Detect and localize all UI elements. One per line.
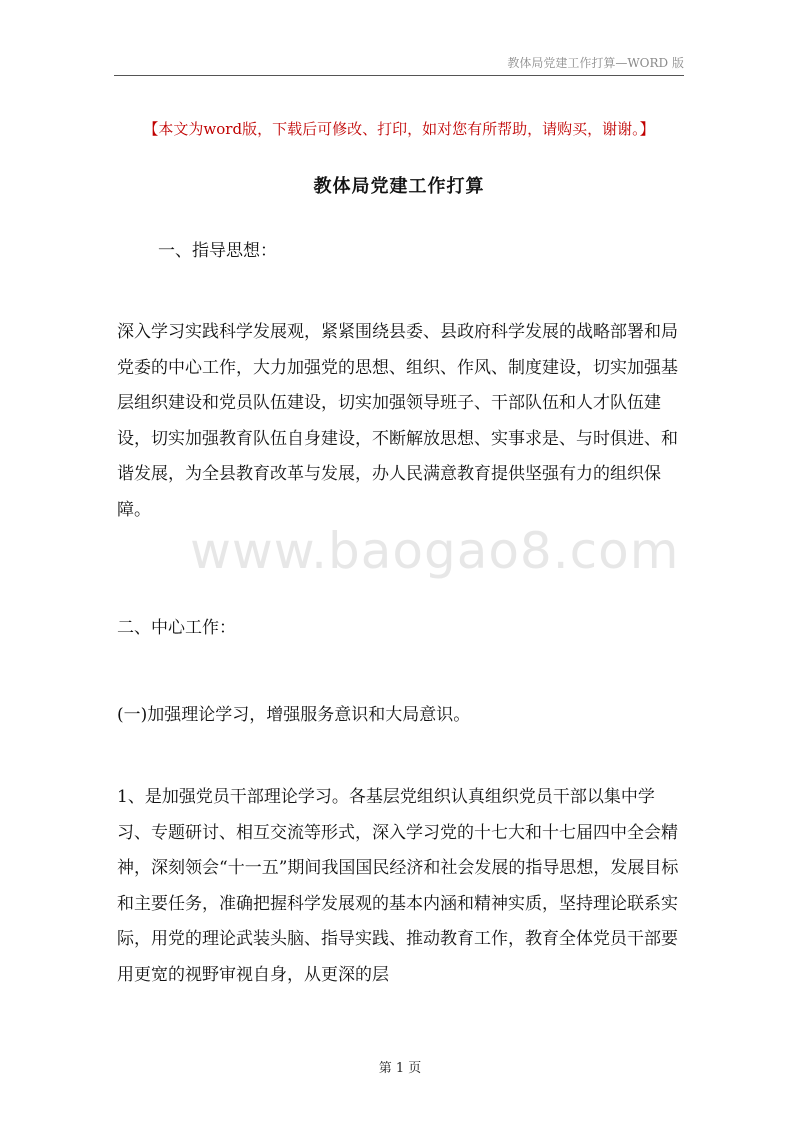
watermark: www.baogao8.com xyxy=(190,522,680,580)
document-title: 教体局党建工作打算 xyxy=(313,176,485,197)
page-number: 第 1 页 xyxy=(378,1061,422,1076)
subsection1-heading: (一)加强理论学习，增强服务意识和大局意识。 xyxy=(117,705,471,725)
section1-paragraph: 深入学习实践科学发展观，紧紧围绕县委、县政府科学发展的战略部署和局党委的中心工作，大力加强党的思想、组织、作风、制度建设，切实加强基层组织建设和党员队伍建设，切实加强领导班子、干部队伍和人才队伍建设，切实加强教育队伍自身建设，不断解放思想、实事求是、与时俱进、和谐发展，为全县教育改革与发展，办人民满意教育提供坚强有力的组织保障。 xyxy=(117,322,678,520)
purchase-notice: 【本文为word版，下载后可修改、打印，如对您有所帮助，请购买，谢谢。】 xyxy=(143,120,655,138)
running-header: 教体局党建工作打算—WORD 版 xyxy=(507,56,684,70)
header-rule xyxy=(114,75,684,76)
section2-heading: 二、中心工作： xyxy=(117,618,236,638)
item1-paragraph: 1、是加强党员干部理论学习。各基层党组织认真组织党员干部以集中学习、专题研讨、相互交流等形式，深入学习党的十七大和十七届四中全会精神，深刻领会“十一五”期间我国国民经济和社会发展的指导思想，发展目标和主要任务，准确把握科学发展观的基本内涵和精神实质，坚持理论联系实际，用党的理论武装头脑、指导实践、推动教育工作，教育全体党员干部要用更宽的视野审视自身，从更深的层 xyxy=(117,787,679,985)
section1-heading: 一、指导思想： xyxy=(158,241,277,261)
